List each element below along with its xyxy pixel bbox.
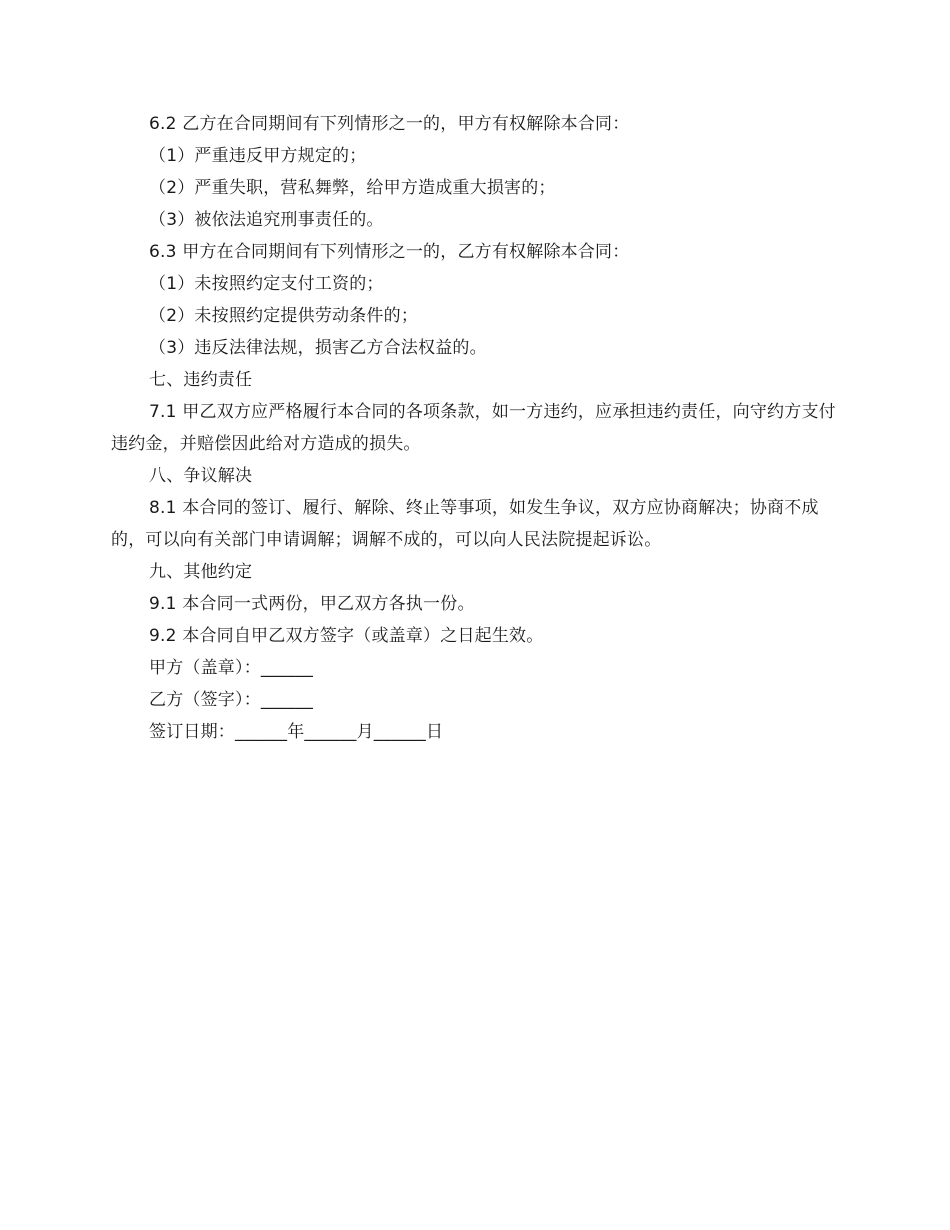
clause-6-3-item-3: （3）违反法律法规，损害乙方合法权益的。 <box>149 338 487 358</box>
party-a-signature-line: 甲方（盖章）：______ <box>149 658 314 678</box>
section-heading-7: 七、违约责任 <box>149 370 253 390</box>
clause-6-2-item-3: （3）被依法追究刑事责任的。 <box>149 210 384 230</box>
clause-6-3-item-2: （2）未按照约定提供劳动条件的； <box>149 306 419 326</box>
clause-8-1: 8.1 本合同的签订、履行、解除、终止等事项，如发生争议，双方应协商解决；协商不成的，可以向有关部门申请调解；调解不成的，可以向人民法院提起诉讼。 <box>111 498 819 550</box>
section-heading-9: 九、其他约定 <box>149 562 253 582</box>
clause-6-3: 6.3 甲方在合同期间有下列情形之一的，乙方有权解除本合同： <box>149 242 630 262</box>
party-b-signature-line: 乙方（签字）：______ <box>149 690 314 710</box>
clause-6-3-item-1: （1）未按照约定支付工资的； <box>149 274 384 294</box>
signing-date-line: 签订日期：______年______月______日 <box>149 722 444 742</box>
clause-7-1: 7.1 甲乙双方应严格履行本合同的各项条款，如一方违约，应承担违约责任，向守约方支付违约金，并赔偿因此给对方造成的损失。 <box>111 402 836 454</box>
document-body <box>111 108 836 748</box>
section-heading-8: 八、争议解决 <box>149 466 253 486</box>
clause-6-2-item-2: （2）严重失职，营私舞弊，给甲方造成重大损害的； <box>149 178 556 198</box>
clause-9-2: 9.2 本合同自甲乙双方签字（或盖章）之日起生效。 <box>149 626 544 646</box>
clause-6-2-item-1: （1）严重违反甲方规定的； <box>149 146 367 166</box>
clause-6-2: 6.2 乙方在合同期间有下列情形之一的，甲方有权解除本合同： <box>149 114 630 134</box>
clause-9-1: 9.1 本合同一式两份，甲乙双方各执一份。 <box>149 594 475 614</box>
